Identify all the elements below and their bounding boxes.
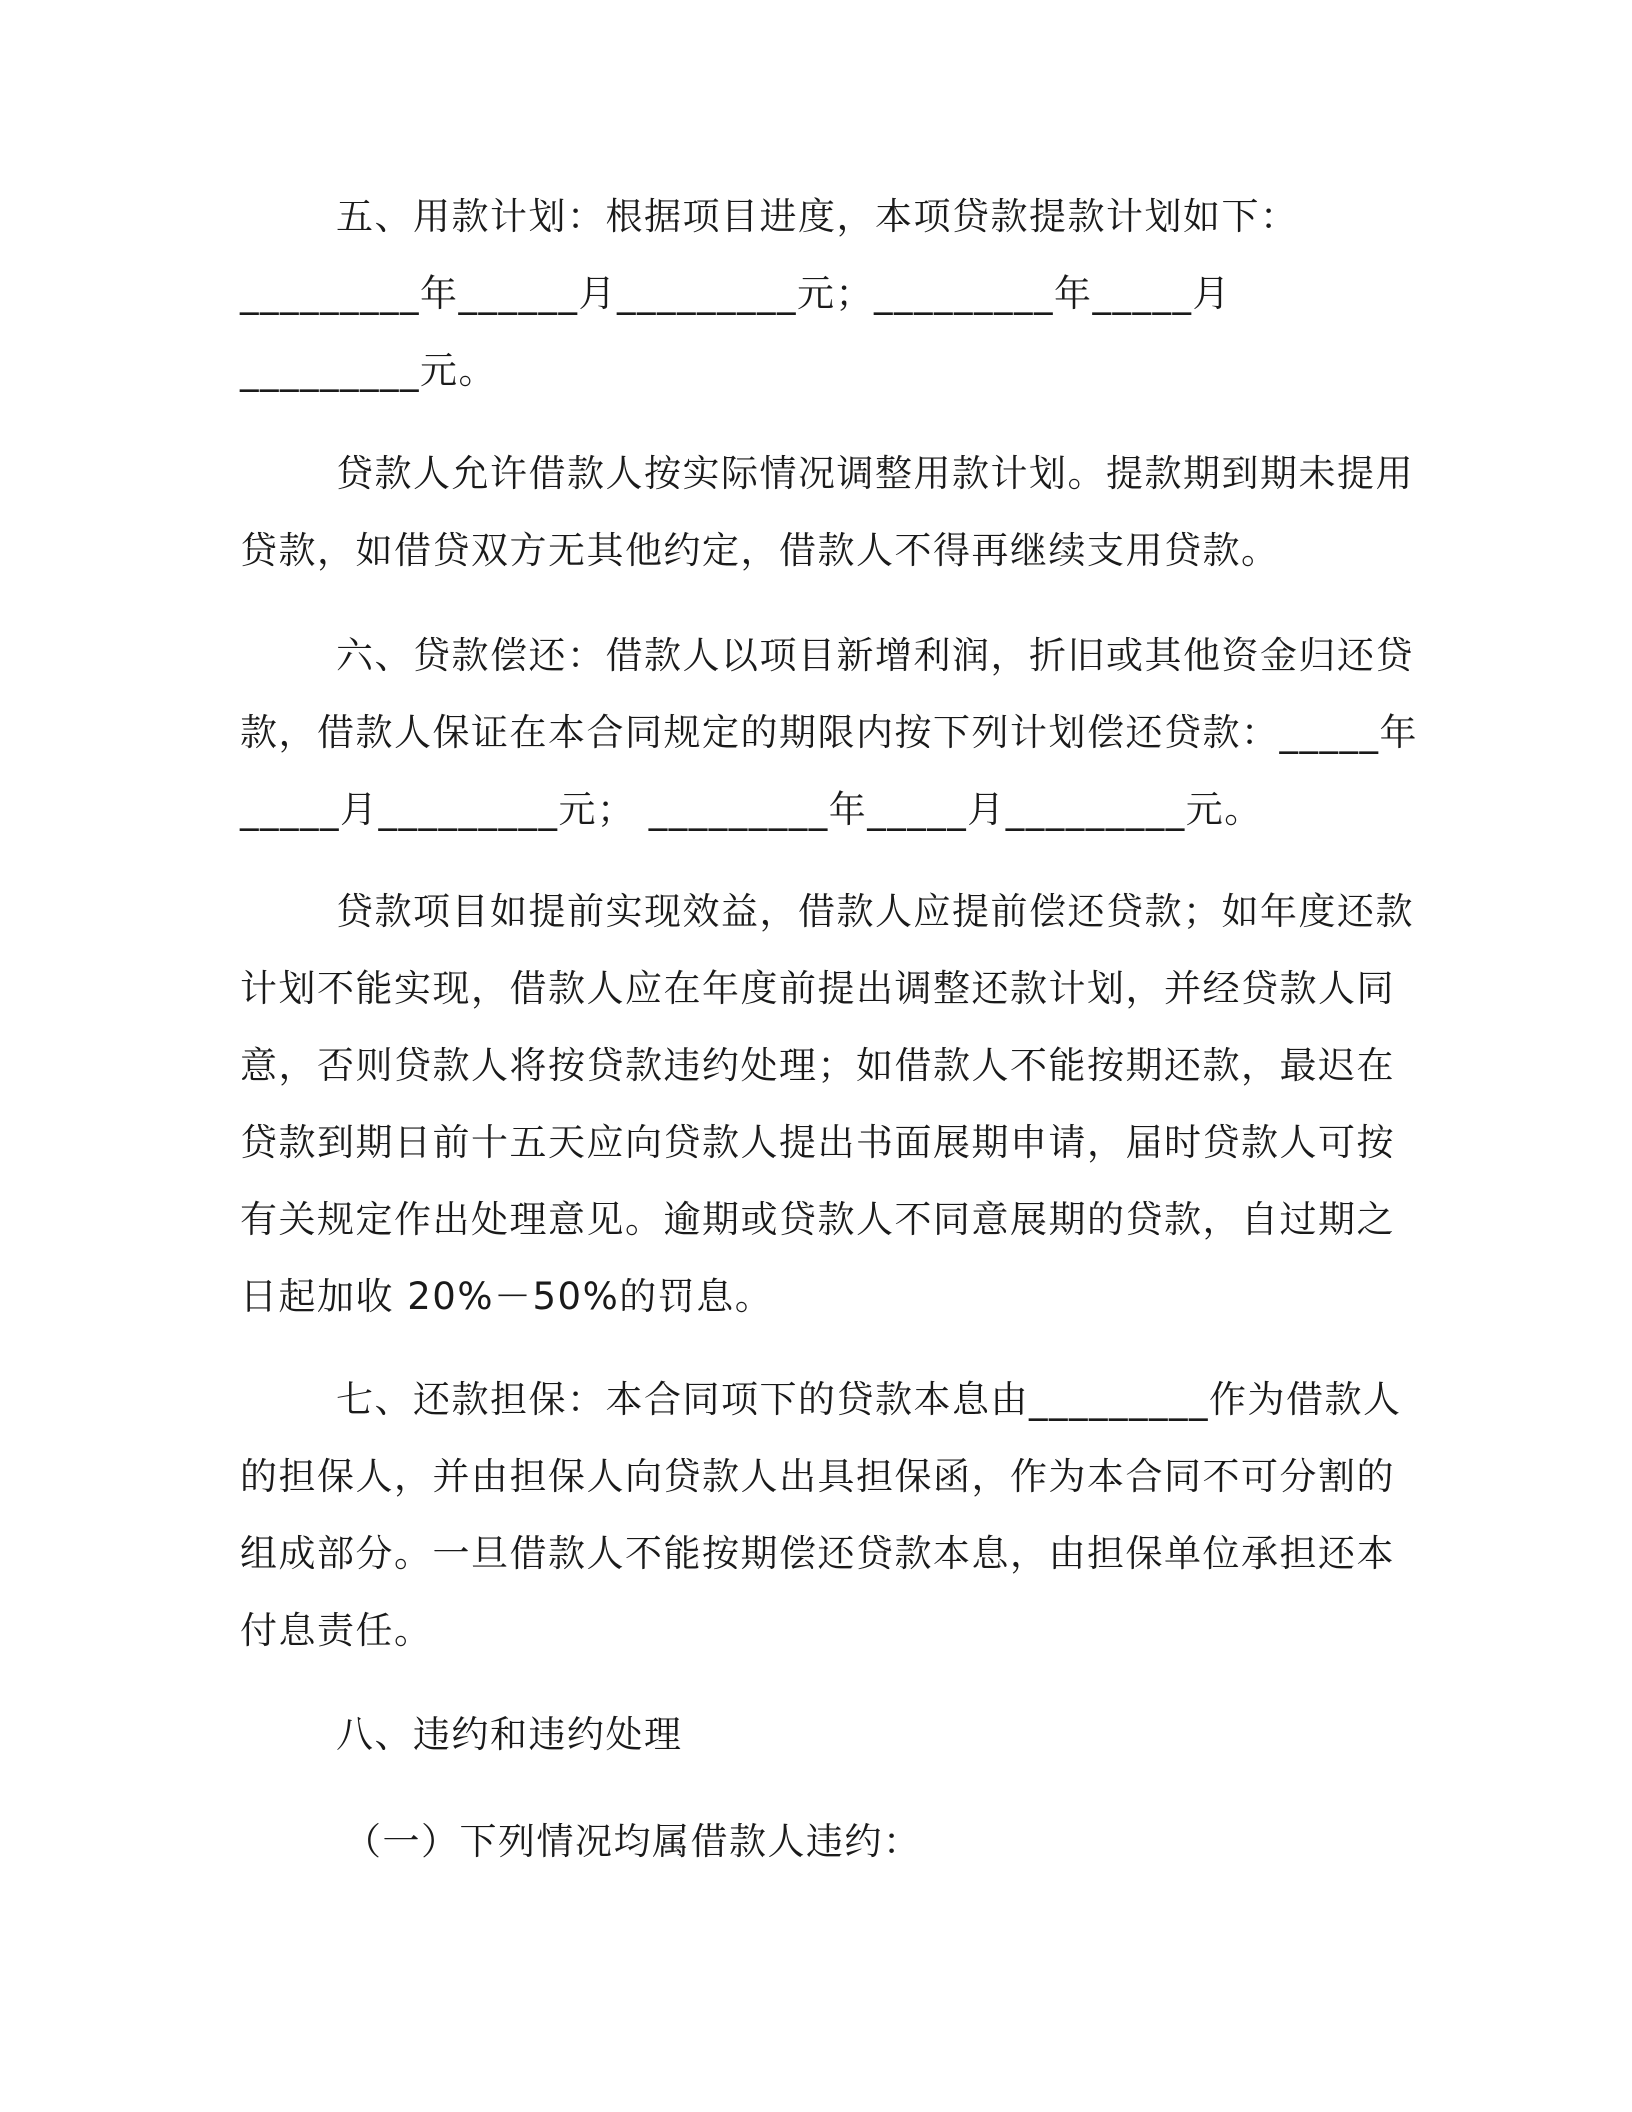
adjust-plan-paragraph xyxy=(240,435,1414,589)
section-7-paragraph xyxy=(240,1361,1410,1669)
section-8-subheading xyxy=(240,1803,1410,1880)
early-repayment-line-2: 计划不能实现，借款人应在年度前提出调整还款计划，并经贷款人同 xyxy=(240,967,1395,1010)
section-5-line-2: _________年______月_________元；_________年_____月 xyxy=(240,272,1231,315)
section-7-line-2: 的担保人，并由担保人向贷款人出具担保函，作为本合同不可分割的 xyxy=(240,1455,1395,1498)
section-5-paragraph xyxy=(240,178,1410,409)
section-5-line-3: _________元。 xyxy=(240,349,497,392)
adjust-plan-line-2: 贷款，如借贷双方无其他约定，借款人不得再继续支用贷款。 xyxy=(240,529,1280,572)
early-repayment-line-1: 贷款项目如提前实现效益，借款人应提前偿还贷款；如年度还款 xyxy=(336,890,1414,933)
section-6-paragraph xyxy=(240,617,1418,848)
section-6-line-2: 款，借款人保证在本合同规定的期限内按下列计划偿还贷款：_____年 xyxy=(240,711,1418,754)
section-8-heading-text: 八、违约和违约处理 xyxy=(336,1713,683,1756)
early-repayment-line-5: 有关规定作出处理意见。逾期或贷款人不同意展期的贷款，自过期之 xyxy=(240,1198,1395,1241)
early-repayment-line-3: 意，否则贷款人将按贷款违约处理；如借款人不能按期还款，最迟在 xyxy=(240,1044,1395,1087)
section-8-heading xyxy=(240,1696,1410,1773)
section-7-line-4: 付息责任。 xyxy=(240,1609,433,1652)
section-6-line-1: 六、贷款偿还：借款人以项目新增利润，折旧或其他资金归还贷 xyxy=(336,634,1414,677)
section-6-line-3: _____月_________元； _________年_____月_________元。 xyxy=(240,788,1263,831)
early-repayment-paragraph xyxy=(240,873,1414,1335)
adjust-plan-line-1: 贷款人允许借款人按实际情况调整用款计划。提款期到期未提用 xyxy=(336,452,1414,495)
section-5-line-1: 五、用款计划：根据项目进度，本项贷款提款计划如下： xyxy=(336,195,1299,238)
early-repayment-line-6: 日起加收 20%－50%的罚息。 xyxy=(240,1275,774,1318)
early-repayment-line-4: 贷款到期日前十五天应向贷款人提出书面展期申请，届时贷款人可按 xyxy=(240,1121,1395,1164)
section-7-line-1: 七、还款担保：本合同项下的贷款本息由_________作为借款人 xyxy=(336,1378,1402,1421)
section-8-subheading-text: （一）下列情况均属借款人违约： xyxy=(344,1820,922,1863)
section-7-line-3: 组成部分。一旦借款人不能按期偿还贷款本息，由担保单位承担还本 xyxy=(240,1532,1395,1575)
